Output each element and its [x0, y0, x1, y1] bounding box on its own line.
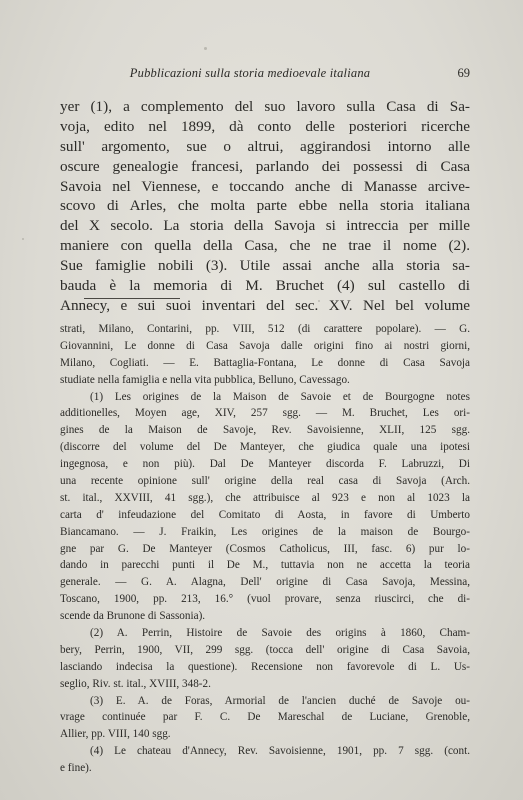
body-line: Savoia nel Viennese, e toccando anche di Manasse arcive-	[60, 177, 470, 195]
footnote-line: una recente opinione sull' origine della real casa di Savoja (Arch.	[60, 475, 470, 488]
footnote-line: generale. — G. A. Alagna, Dell' origine di Casa Savoja, Messina,	[60, 576, 470, 589]
footnote-line: Biancamano. — J. Fraikin, Les origines de la maison de Bourgo-	[60, 525, 470, 538]
footnote-line: strati, Milano, Contarini, pp. VIII, 512 (di carattere popolare). — G.	[60, 323, 470, 335]
footnote-line: Giovannini, Le donne di Casa Savoja dalle origini fino ai nostri giorni,	[60, 339, 470, 352]
footnote-line: e fine).	[60, 762, 92, 775]
running-header	[60, 66, 470, 81]
footnote-rule	[84, 298, 180, 299]
body-text	[60, 97, 470, 316]
footnote-line: gines de la Maison de Savoje, Rev. Savoisienne, XLII, 125 sgg.	[60, 424, 470, 437]
footnote-line: (1) Les origines de la Maison de Savoie et de Bourgogne notes	[90, 390, 470, 403]
footnote-line: gne par G. De Manteyer (Cosmos Catholicus, III, fasc. 6) pur lo-	[60, 542, 470, 555]
body-line: sull' argomento, sue o altrui, aggirandosi intorno alle	[60, 137, 470, 155]
footnote-line: (3) E. A. de Foras, Armorial de l'ancien duché de Savoje ou-	[90, 694, 470, 707]
footnote-line: (discorre del volume del De Manteyer, che giudica quale una ipotesi	[60, 441, 470, 454]
footnote-line: (2) A. Perrin, Histoire de Savoie des origins à 1860, Cham-	[90, 627, 470, 640]
body-line: bauda è la memoria di M. Bruchet (4) sul castello di	[60, 277, 470, 295]
running-title: Pubblicazioni sulla storia medioevale italiana	[129, 66, 371, 80]
footnote-line: vrage continuée par F. C. De Mareschal de Luciane, Grenoble,	[60, 711, 470, 724]
footnotes	[60, 321, 470, 777]
footnote-line: seglio, Riv. st. ital., XVIII, 348-2.	[60, 677, 211, 690]
paper-speck	[22, 238, 24, 240]
body-line: scovo di Arles, che molta parte ebbe nella storia italiana	[60, 197, 470, 215]
footnote-line: Toscano, 1900, pp. 213, 16.° (vuol provare, senza riuscirci, che di-	[60, 593, 470, 606]
body-line: del X secolo. La storia della Savoja si intreccia per mille	[60, 217, 470, 235]
footnote-line: lasciando indecisa la questione). Recensione non favorevole di L. Us-	[60, 660, 470, 673]
footnote-line: (4) Le chateau d'Annecy, Rev. Savoisienne, 1901, pp. 7 sgg. (cont.	[90, 745, 470, 758]
footnote-line: bery, Perrin, 1900, VII, 299 sgg. (tocca dell' origine di Casa Savoia,	[60, 643, 470, 656]
body-line: Annecy, e sui suoi inventari del sec. XV. Nel bel volume	[60, 296, 470, 314]
body-line: maniere con quella della Casa, che ne trae il nome (2).	[60, 237, 470, 255]
body-line: yer (1), a complemento del suo lavoro sulla Casa di Sa-	[60, 98, 470, 115]
footnote-line: dando in parecchi punti il De M., tuttavia non ne accetta la teoria	[60, 559, 470, 572]
footnote-line: carta d' infeudazione del Comitato di Aosta, in favore di Umberto	[60, 508, 470, 521]
footnote-line: scende da Brunone di Sassonia).	[60, 610, 206, 623]
footnote-line: additionelles, Moyen age, XIV, 257 sgg. — M. Bruchet, Les ori-	[60, 407, 470, 420]
footnote-line: Milano, Cogliati. — E. Battaglia-Fontana, Le donne di Casa Savoja	[60, 356, 470, 369]
paper-speck	[204, 47, 207, 50]
footnote-line: st. ital., XXVIII, 41 sgg.), che attribuisce al 923 e non al 1023 la	[60, 491, 470, 504]
footnote-line: Allier, pp. VIII, 140 sgg.	[60, 728, 171, 741]
page-number: 69	[457, 66, 470, 80]
body-line: voja, edito nel 1899, dà conto delle posteriori ricerche	[60, 117, 470, 135]
footnote-line: ingegnosa, e non più). Dal De Manteyer discorda F. Labruzzi, Di	[60, 458, 470, 471]
body-line: Sue famiglie nobili (3). Utile assai anche alla storia sa-	[60, 257, 470, 275]
footnote-line: studiate nella famiglia e nella vita pubblica, Belluno, Cavessago.	[60, 373, 350, 386]
body-line: oscure genealogie francesi, parlando dei possessi di Casa	[60, 157, 470, 175]
